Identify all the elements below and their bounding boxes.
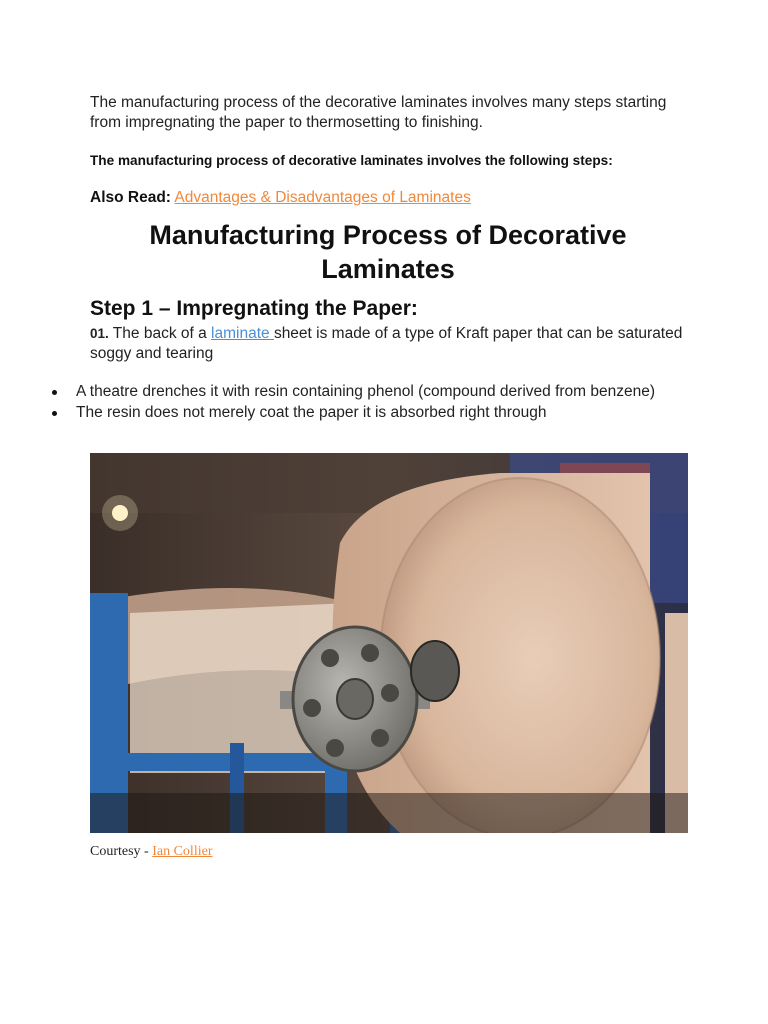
- paper-roll-photo: [90, 453, 688, 833]
- intro-paragraph: The manufacturing process of the decorative laminates involves many steps starting from impregnating the paper to thermosetting to finishing.: [90, 94, 667, 131]
- laminate-link[interactable]: laminate: [211, 325, 274, 342]
- page-title: Manufacturing Process of Decorative Laminates: [149, 220, 627, 284]
- step-1-heading: Step 1 – Impregnating the Paper:: [90, 297, 418, 320]
- step-1-text-before: The back of a: [108, 325, 212, 342]
- step-1-paragraph: [90, 324, 690, 364]
- bullet-text: A theatre drenches it with resin containing phenol (compound derived from benzene): [76, 383, 656, 400]
- also-read-line: [90, 187, 730, 209]
- bullet-list: [52, 382, 672, 424]
- step-1-number: 01.: [90, 326, 109, 341]
- caption-prefix: Courtesy -: [90, 844, 153, 859]
- list-item: [52, 382, 672, 402]
- also-read-link[interactable]: Advantages & Disadvantages of Laminates: [174, 189, 471, 206]
- intro-bold-paragraph: The manufacturing process of decorative laminates involves the following steps:: [90, 153, 613, 168]
- bullet-text: The resin does not merely coat the paper it is absorbed right through: [76, 404, 547, 421]
- image-caption: [90, 843, 212, 861]
- also-read-label: Also Read:: [90, 189, 171, 206]
- caption-credit-link[interactable]: Ian Collier: [152, 844, 213, 859]
- bullet-icon: [52, 390, 57, 395]
- paper-roll-image: [90, 453, 688, 833]
- step-1-text-after: sheet is made of a type of Kraft paper that can be saturated soggy and tearing: [90, 325, 683, 362]
- list-item: [52, 403, 672, 423]
- bullet-icon: [52, 411, 57, 416]
